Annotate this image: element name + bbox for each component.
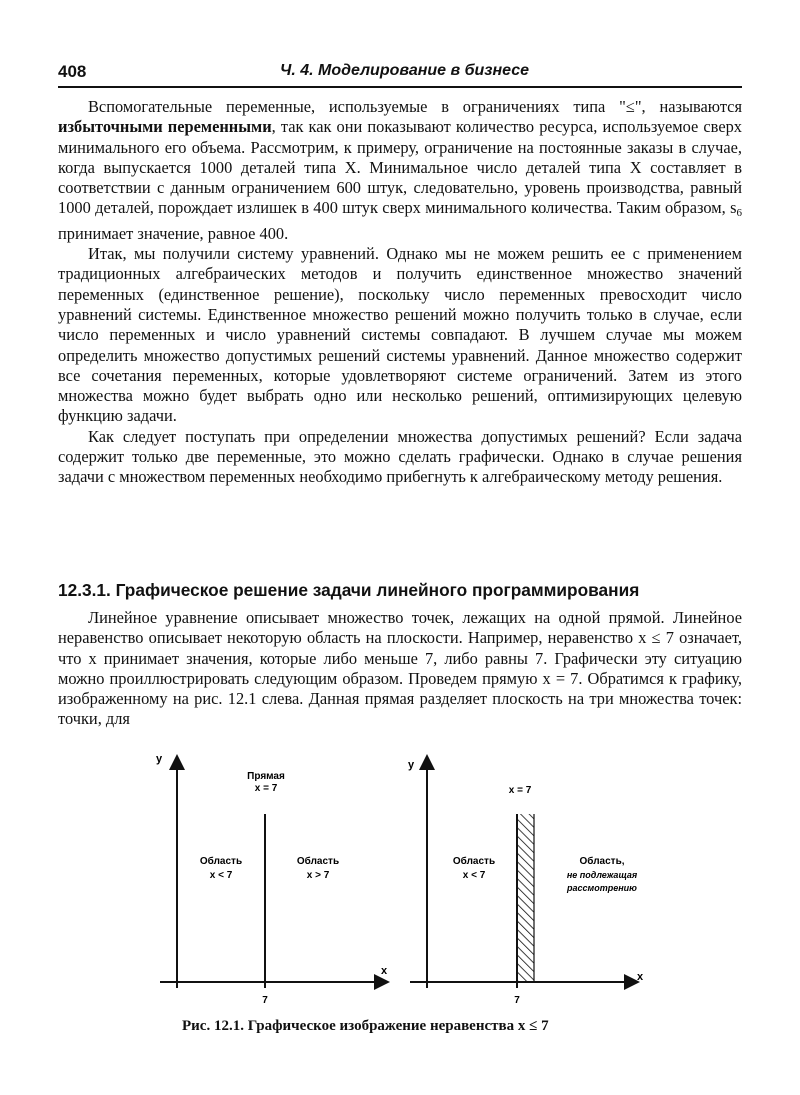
paragraph-1-part-c: принимает значение, равное 400. (58, 223, 289, 243)
page-header (58, 60, 742, 88)
paragraph-2: Итак, мы получили систему уравнений. Однако мы не можем решить ее с применением традиционных алгебраических методов и получить единственное множество значений переменных (единственное решение), поскольку число переменных превосходит число уравнений системы. Единственное множество решений можно получить только в случае, если число переменных и число уравнений системы совпадают. В лучшем случае мы можем определить множество допустимых решений системы уравнений. Данное множество содержит все сочетания переменных, которые удовлетворяют системе ограничений. Затем из этого множества можно будет выбрать одно или несколько решений, оптимизирующих целевую функцию задачи. (58, 244, 742, 426)
variable-s: s (730, 198, 737, 218)
right-plot (408, 756, 644, 1006)
paragraph-3: Как следует поступать при определении множества допустимых решений? Если задача содержит только две переменные, это можно сделать графически. Однако в случае решения задачи с множеством переменных необходимо прибегнуть к алгебраическому методу решения. (58, 426, 742, 487)
right-y-label: y (408, 759, 415, 771)
left-tick-7: 7 (262, 995, 268, 1006)
left-region-right-2: x > 7 (306, 870, 330, 881)
right-region-left-2: x < 7 (462, 870, 486, 881)
paragraph-1-part-b: , так как они показывают количество ресурса, используемое сверх минимального его объема. Рассмотрим, к примеру, ограничение на постоянные заказы в случае, когда выпускается 1000 деталей типа X. Минимальное число деталей типа X составляет в соответствии с данным ограничением 600 штук, следовательно, уровень производства, равный 1000 деталей, порождает излишек в 400 штук сверх минимального количества. Таким образом, (58, 117, 742, 218)
right-region-left-1: Область (452, 856, 496, 867)
running-title: Ч. 4. Моделирование в бизнесе (280, 62, 530, 79)
left-region-right-1: Область (296, 856, 340, 867)
right-region-right-1: Область, (579, 856, 625, 867)
left-plot (156, 753, 388, 1006)
right-hatched-region (517, 814, 534, 982)
right-region-right-3: рассмотрению (567, 883, 637, 893)
page-number: 408 (58, 62, 87, 81)
left-region-left-2: x < 7 (209, 870, 233, 881)
paragraph-1-part-a: Вспомогательные переменные, используемые в ограничениях типа "≤", называются (88, 97, 742, 116)
left-line-label-2: x = 7 (254, 783, 278, 794)
right-line-label: x = 7 (508, 785, 532, 796)
left-x-label: x (381, 965, 388, 977)
left-region-left-1: Область (199, 856, 243, 867)
figure-graphics (140, 748, 660, 1018)
left-line-label-1: Прямая (247, 771, 285, 782)
right-x-label: x (637, 971, 644, 983)
figure-12-1 (140, 748, 660, 1018)
body-text (58, 97, 742, 488)
paragraph-1 (58, 97, 742, 244)
term-excess-variables: избыточными переменными (58, 117, 272, 137)
right-region-right-2: не подлежащая (566, 870, 638, 880)
section-text (58, 608, 742, 730)
section-title: 12.3.1. Графическое решение задачи линейного программирования (58, 580, 640, 600)
figure-caption: Рис. 12.1. Графическое изображение неравенства x ≤ 7 (182, 1018, 549, 1034)
left-y-label: y (156, 753, 163, 765)
variable-s-subscript: 6 (736, 207, 742, 220)
right-tick-7: 7 (514, 995, 520, 1006)
section-paragraph-1: Линейное уравнение описывает множество точек, лежащих на одной прямой. Линейное неравенство описывает некоторую область на плоскости. Например, неравенство x ≤ 7 означает, что x принимает значения, которые либо меньше 7, либо равны 7. Графически эту ситуацию можно проиллюстрировать следующим образом. Проведем прямую x = 7. Обратимся к графику, изображенному на рис. 12.1 слева. Данная прямая разделяет плоскость на три множества точек: точки, для (58, 608, 742, 729)
